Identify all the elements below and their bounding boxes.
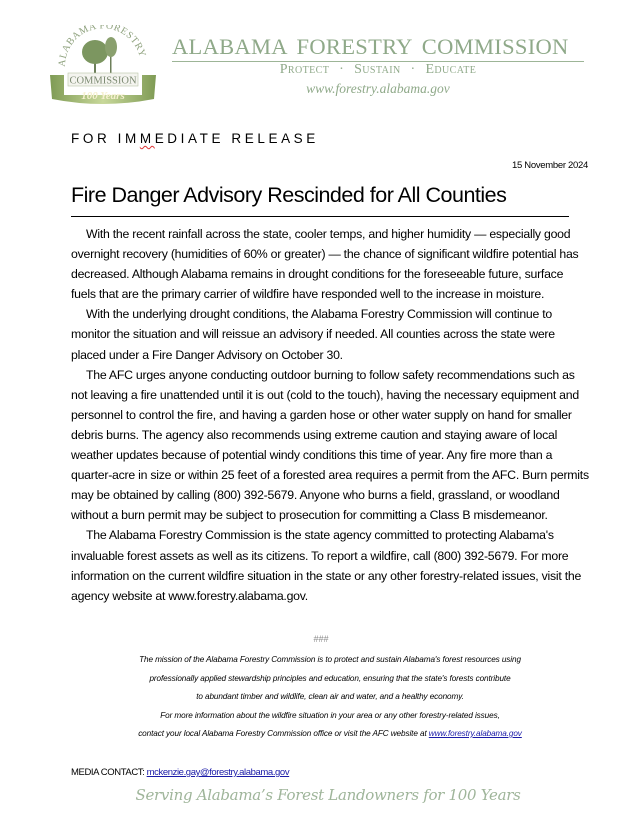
trees-icon (80, 37, 126, 75)
media-contact-email-link[interactable]: mckenzie.gay@forestry.alabama.gov (146, 767, 290, 778)
mission-statement (80, 651, 580, 744)
tagline-separator: · (410, 62, 416, 77)
media-contact (71, 767, 289, 778)
tagline-sustain: Sustain (354, 62, 401, 77)
media-contact-label: MEDIA CONTACT: (71, 767, 147, 778)
spellcheck-flagged-letter: M (139, 131, 155, 146)
logo-emblem-icon (44, 25, 162, 105)
tagline-educate: Educate (425, 62, 477, 77)
logo-banner-text: COMMISSION (69, 75, 137, 87)
paragraph: With the recent rainfall across the state, cooler temps, and higher humidity — especially good overnight recovery (humidities of 60% or greater) — the chance of significant wildfire potential has decreased. Although Alabama remains in drought conditions for the foreseeable future, surface fuels that are the primary carrier of wildfire have responded well to the increase in moisture. (71, 227, 579, 302)
paragraph: With the underlying drought conditions, the Alabama Forestry Commission will continue to monitor the situation and will reissue an advisory if needed. All counties across the state were placed under a Fire Danger Advisory on October 30. (71, 307, 555, 362)
logo-ribbon-text: 100 Years (81, 90, 125, 102)
footer-tagline: Serving Alabama’s Forest Landowners for 100 Years (135, 786, 521, 804)
release-date: 15 November 2024 (511, 160, 588, 171)
organization-website: www.forestry.alabama.gov (306, 81, 450, 96)
headline: Fire Danger Advisory Rescinded for All Counties (71, 183, 507, 207)
paragraph: The Alabama Forestry Commission is the state agency committed to protecting Alabama's invaluable forest assets as well as its citizens. To report a wildfire, call (800) 392-5679. For more information on the current wildfire situation in the state or any other forestry-related issues, visit the agency website at www.forestry.alabama.gov. (71, 528, 582, 603)
headline-divider (71, 216, 569, 217)
mission-line: professionally applied stewardship principles and education, ensuring that the state's forests contribute (149, 673, 511, 683)
release-label-prefix: FOR IM (71, 131, 140, 146)
release-label (71, 131, 319, 146)
mission-line (80, 725, 580, 744)
afc-100-years-logo (44, 25, 162, 105)
organization-name: ALABAMA FORESTRY COMMISSION (172, 34, 584, 62)
release-label-suffix: EDIATE RELEASE (154, 131, 319, 146)
article-body (71, 224, 591, 606)
tagline-separator: · (339, 62, 345, 77)
organization-tagline (172, 62, 584, 78)
mission-line: The mission of the Alabama Forestry Commission is to protect and sustain Alabama's forest resources using (139, 655, 521, 664)
end-mark: ### (313, 634, 329, 644)
mission-line: For more information about the wildfire situation in your area or any other forestry-related issues, (160, 710, 500, 720)
tagline-protect: Protect (279, 62, 330, 77)
paragraph: The AFC urges anyone conducting outdoor burning to follow safety recommendations such as not leaving a fire unattended until it is out (cold to the touch), having the necessary equipment and personnel to control the fire, and having a garden hose or other water supply on hand for smaller debris burns. The agency also recommends using extreme caution and staying aware of local weather updates because of potential windy conditions this time of year. Any fire more than a quarter-acre in size or within 25 feet of a forested area requires a permit from the AFC. Burn permits may be obtained by calling (800) 392-5679. Anyone who burns a field, grassland, or woodland without a burn permit may be subject to prosecution for committing a Class B misdemeanor. (71, 367, 589, 523)
mission-line: to abundant timber and wildlife, clean air and water, and a healthy economy. (196, 692, 464, 701)
logo-arc-text: ALABAMA FORESTRY (56, 25, 148, 68)
mission-line-text: contact your local Alabama Forestry Commission office or visit the AFC website at (138, 729, 429, 738)
afc-website-link[interactable]: www.forestry.alabama.gov (428, 729, 522, 738)
